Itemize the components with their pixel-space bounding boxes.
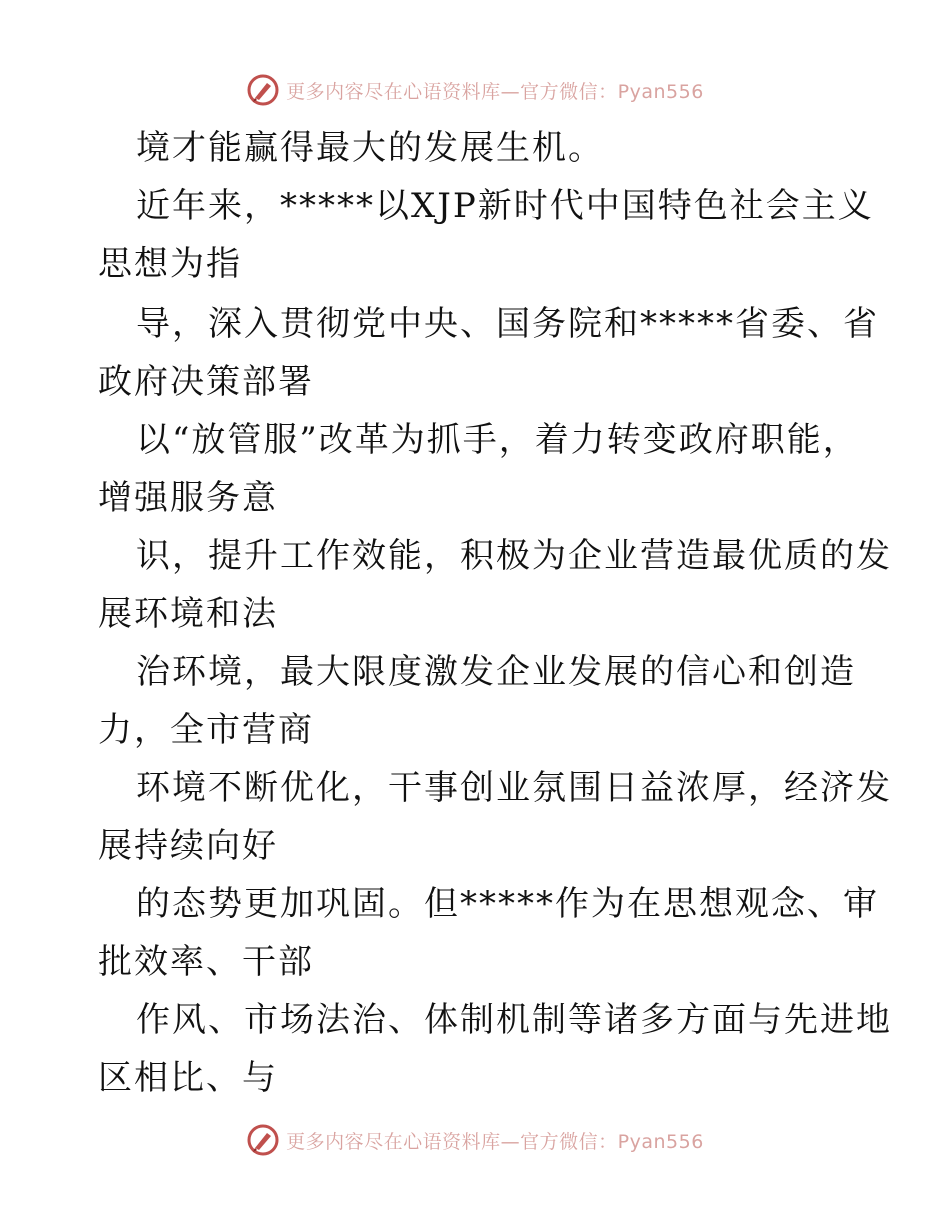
pen-logo-icon (246, 73, 280, 107)
footer-watermark-text: 更多内容尽在心语资料库—官方微信：Pyan556 (286, 1130, 704, 1153)
text-line: 力，全市营商 (98, 710, 314, 750)
text-line: 导，深入贯彻党中央、国务院和*****省委、省 (136, 304, 879, 344)
text-line: 政府决策部署 (98, 362, 314, 402)
text-line: 增强服务意 (98, 478, 278, 518)
text-line: 以“放管服”改革为抓手，着力转变政府职能， (136, 420, 859, 460)
text-line: 区相比、与 (98, 1058, 278, 1098)
header-watermark-text: 更多内容尽在心语资料库—官方微信：Pyan556 (286, 80, 704, 103)
text-line: 近年来，*****以XJP新时代中国特色社会主义 (136, 186, 874, 226)
text-line: 治环境，最大限度激发企业发展的信心和创造 (136, 652, 856, 692)
text-line: 思想为指 (98, 244, 242, 284)
text-line: 识，提升工作效能，积极为企业营造最优质的发 (136, 536, 892, 576)
text-line: 境才能赢得最大的发展生机。 (136, 128, 604, 168)
header-watermark (0, 70, 950, 110)
text-line: 批效率、干部 (98, 942, 314, 982)
text-line: 展环境和法 (98, 594, 278, 634)
text-line: 展持续向好 (98, 826, 278, 866)
document-body (0, 118, 950, 1108)
pen-logo-icon (246, 1123, 280, 1157)
text-line: 环境不断优化，干事创业氛围日益浓厚，经济发 (136, 768, 892, 808)
text-line: 作风、市场法治、体制机制等诸多方面与先进地 (136, 1000, 892, 1040)
footer-watermark (0, 1120, 950, 1160)
text-line: 的态势更加巩固。但*****作为在思想观念、审 (136, 884, 879, 924)
